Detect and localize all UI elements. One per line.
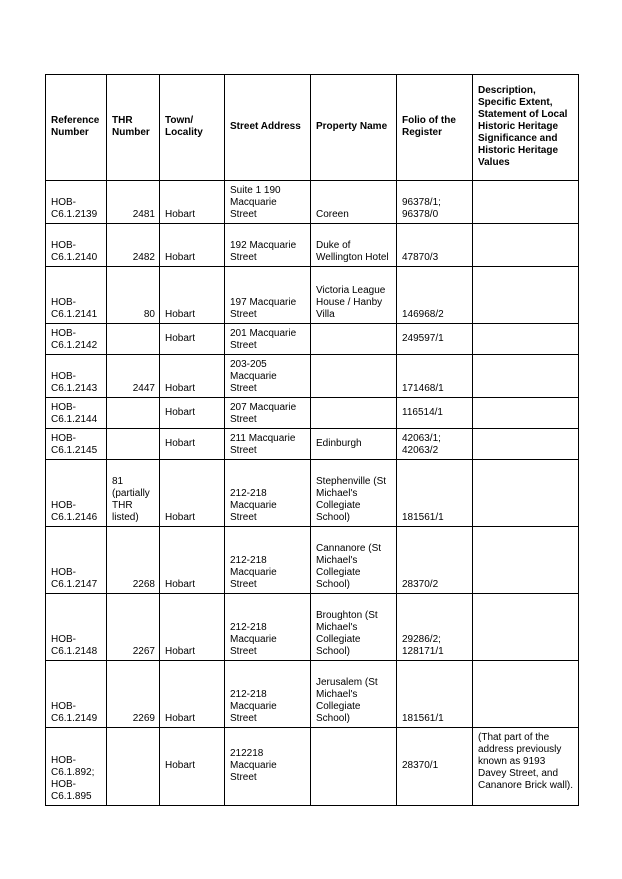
cell-folio: 116514/1 (397, 398, 473, 429)
cell-thr: 80 (107, 267, 160, 324)
table-row (46, 594, 579, 661)
cell-property: Stephenville (St Michael's Collegiate School) (311, 460, 397, 527)
cell-property (311, 324, 397, 355)
cell-reference: HOB-C6.1.2146 (46, 460, 107, 527)
cell-reference: HOB-C6.1.2147 (46, 527, 107, 594)
cell-description (473, 594, 579, 661)
cell-address: 212218 Macquarie Street (225, 728, 311, 806)
cell-property (311, 728, 397, 806)
cell-description (473, 527, 579, 594)
cell-thr: 2268 (107, 527, 160, 594)
cell-town: Hobart (160, 527, 225, 594)
cell-address: 211 Macquarie Street (225, 429, 311, 460)
table-row (46, 224, 579, 267)
header-row (46, 75, 579, 181)
table-row (46, 267, 579, 324)
cell-address: 201 Macquarie Street (225, 324, 311, 355)
cell-description (473, 355, 579, 398)
cell-address: 197 Macquarie Street (225, 267, 311, 324)
table-row (46, 460, 579, 527)
cell-reference: HOB-C6.1.2143 (46, 355, 107, 398)
cell-property: Duke of Wellington Hotel (311, 224, 397, 267)
cell-folio: 28370/2 (397, 527, 473, 594)
table-row (46, 355, 579, 398)
cell-thr (107, 728, 160, 806)
cell-town: Hobart (160, 429, 225, 460)
table-row (46, 429, 579, 460)
header-town-locality: Town/ Locality (160, 75, 225, 181)
cell-thr: 2481 (107, 181, 160, 224)
header-folio: Folio of the Register (397, 75, 473, 181)
cell-description (473, 181, 579, 224)
cell-property: Broughton (St Michael's Collegiate School) (311, 594, 397, 661)
cell-property (311, 398, 397, 429)
cell-folio: 249597/1 (397, 324, 473, 355)
cell-reference: HOB-C6.1.2139 (46, 181, 107, 224)
cell-thr (107, 429, 160, 460)
cell-town: Hobart (160, 224, 225, 267)
table-row (46, 728, 579, 806)
cell-description (473, 398, 579, 429)
cell-folio: 181561/1 (397, 460, 473, 527)
cell-town: Hobart (160, 728, 225, 806)
cell-description: (That part of the address previously known as 9193 Davey Street, and Cananore Brick wall). (473, 728, 579, 806)
cell-address: 212-218 Macquarie Street (225, 594, 311, 661)
cell-thr (107, 324, 160, 355)
cell-property: Jerusalem (St Michael's Collegiate School) (311, 661, 397, 728)
cell-folio: 146968/2 (397, 267, 473, 324)
cell-thr: 2267 (107, 594, 160, 661)
header-thr-number: THR Number (107, 75, 160, 181)
cell-property: Cannanore (St Michael's Collegiate School) (311, 527, 397, 594)
header-property-name: Property Name (311, 75, 397, 181)
cell-reference: HOB-C6.1.2142 (46, 324, 107, 355)
cell-reference: HOB-C6.1.2145 (46, 429, 107, 460)
cell-description (473, 661, 579, 728)
cell-town: Hobart (160, 181, 225, 224)
cell-address: 212-218 Macquarie Street (225, 661, 311, 728)
cell-reference: HOB-C6.1.2149 (46, 661, 107, 728)
table-row (46, 181, 579, 224)
heritage-register-table (45, 74, 579, 806)
cell-property (311, 355, 397, 398)
cell-reference: HOB-C6.1.2141 (46, 267, 107, 324)
cell-thr: 81 (partially THR listed) (107, 460, 160, 527)
cell-folio: 171468/1 (397, 355, 473, 398)
table-row (46, 398, 579, 429)
cell-folio: 181561/1 (397, 661, 473, 728)
cell-description (473, 460, 579, 527)
cell-town: Hobart (160, 460, 225, 527)
cell-address: 192 Macquarie Street (225, 224, 311, 267)
cell-address: 212-218 Macquarie Street (225, 460, 311, 527)
cell-reference: HOB-C6.1.2144 (46, 398, 107, 429)
cell-description (473, 429, 579, 460)
cell-thr (107, 398, 160, 429)
table-row (46, 324, 579, 355)
header-reference-number: Reference Number (46, 75, 107, 181)
cell-property: Victoria League House / Hanby Villa (311, 267, 397, 324)
cell-folio: 28370/1 (397, 728, 473, 806)
cell-thr: 2447 (107, 355, 160, 398)
cell-folio: 96378/1; 96378/0 (397, 181, 473, 224)
cell-thr: 2482 (107, 224, 160, 267)
cell-reference: HOB-C6.1.892; HOB-C6.1.895 (46, 728, 107, 806)
cell-town: Hobart (160, 398, 225, 429)
cell-reference: HOB-C6.1.2148 (46, 594, 107, 661)
cell-town: Hobart (160, 661, 225, 728)
cell-description (473, 224, 579, 267)
cell-address: 212-218 Macquarie Street (225, 527, 311, 594)
cell-town: Hobart (160, 324, 225, 355)
cell-town: Hobart (160, 267, 225, 324)
cell-property: Coreen (311, 181, 397, 224)
cell-folio: 42063/1; 42063/2 (397, 429, 473, 460)
cell-folio: 47870/3 (397, 224, 473, 267)
cell-town: Hobart (160, 594, 225, 661)
cell-town: Hobart (160, 355, 225, 398)
cell-description (473, 267, 579, 324)
cell-property: Edinburgh (311, 429, 397, 460)
cell-address: 207 Macquarie Street (225, 398, 311, 429)
table-row (46, 527, 579, 594)
header-description: Description, Specific Extent, Statement of Local Historic Heritage Significance and Historic Heritage Values (473, 75, 579, 181)
cell-folio: 29286/2; 128171/1 (397, 594, 473, 661)
cell-address: Suite 1 190 Macquarie Street (225, 181, 311, 224)
header-street-address: Street Address (225, 75, 311, 181)
table-row (46, 661, 579, 728)
cell-description (473, 324, 579, 355)
cell-reference: HOB-C6.1.2140 (46, 224, 107, 267)
cell-address: 203-205 Macquarie Street (225, 355, 311, 398)
cell-thr: 2269 (107, 661, 160, 728)
